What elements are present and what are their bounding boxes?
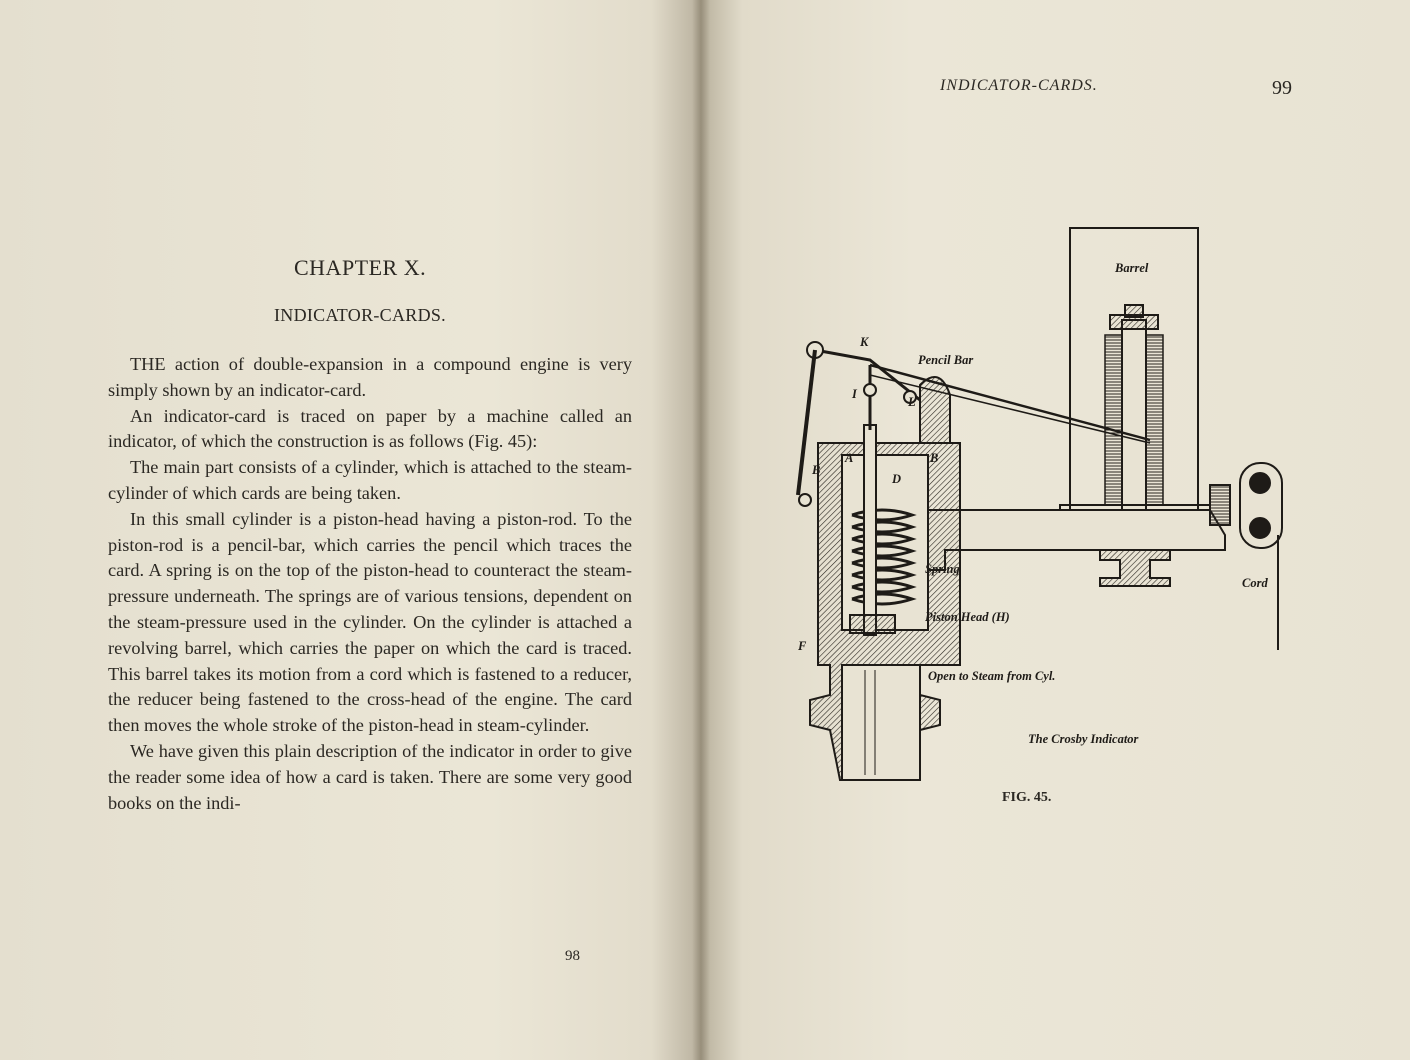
book-gutter	[692, 0, 710, 1060]
crosby-indicator-drawing	[770, 225, 1290, 805]
label-open-to-steam: Open to Steam from Cyl.	[928, 669, 1056, 683]
paragraph: The main part consists of a cylinder, which is attached to the steam-cylinder of which cards are being taken.	[108, 457, 632, 503]
indicator-figure	[770, 225, 1290, 805]
label-i: I	[852, 387, 857, 401]
label-d: D	[892, 472, 902, 486]
chapter-heading: CHAPTER X.	[294, 255, 427, 280]
label-cord: Cord	[1242, 576, 1268, 590]
running-head: INDICATOR-CARDS.	[940, 77, 1098, 94]
figure-caption: FIG. 45.	[1002, 790, 1052, 805]
label-spring: Spring	[925, 562, 960, 576]
paragraph: An indicator-card is traced on paper by a machine called an indicator, of which the construction is as follows (Fig. 45):	[108, 405, 632, 452]
left-page	[0, 0, 700, 1060]
chapter-title: INDICATOR-CARDS.	[274, 305, 446, 325]
label-b-right: B	[930, 451, 939, 465]
label-l: L	[908, 395, 916, 409]
page-number-right: 99	[1272, 77, 1292, 99]
label-piston-head: Piston Head (H)	[925, 610, 1010, 624]
label-a: A	[845, 451, 854, 465]
label-k: K	[860, 335, 869, 349]
paragraph: We have given this plain description of the indicator in order to give the reader some idea of how a card is taken. There are some very good books on the indi-	[108, 740, 632, 813]
label-barrel: Barrel	[1115, 261, 1149, 275]
label-f: F	[798, 639, 807, 653]
label-crosby-indicator: The Crosby Indicator	[1028, 732, 1139, 746]
barrel-spring	[1105, 305, 1163, 510]
label-b-left: B	[812, 463, 821, 477]
paragraph: THE action of double-expansion in a compound engine is very simply shown by an indicator-card.	[108, 354, 632, 400]
label-pencil-bar: Pencil Bar	[918, 353, 974, 367]
page-number-left: 98	[565, 948, 580, 964]
body-text	[108, 352, 632, 816]
paragraph: In this small cylinder is a piston-head having a piston-rod. To the piston-rod is a pencil-bar, which carries the pencil which traces the card. A spring is on the top of the piston-head to counteract the steam-pressure underneath. The springs are of various tensions, dependent on the steam-pressure used in the cylinder. On the cylinder is attached a revolving barrel, which carries the paper on which the card is traced. This barrel takes its motion from a cord which is fastened to a reducer, the reducer being fastened to the cross-head of the engine. The card then moves the whole stroke of the piston-head in steam-cylinder.	[108, 508, 632, 736]
